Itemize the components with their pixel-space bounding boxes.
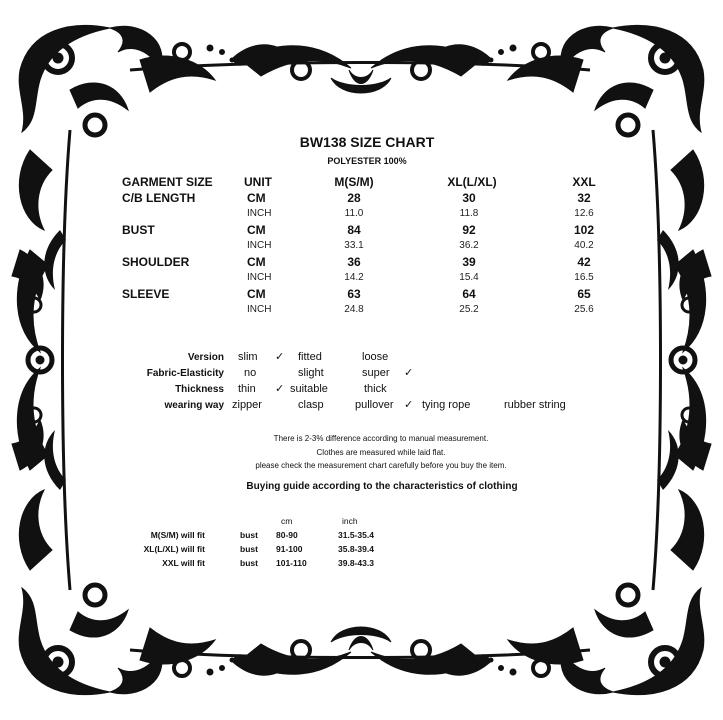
cell-value: 63 (347, 287, 361, 301)
row-name: SLEEVE (122, 287, 170, 301)
guide-inch: 31.5-35.4 (338, 530, 374, 540)
option-thin: thin (238, 383, 256, 395)
cell-value: 42 (577, 255, 591, 269)
cell-value: 36 (347, 255, 361, 269)
cell-value: 12.6 (574, 208, 594, 219)
note-line: please check the measurement chart carefully before you buy the item. (255, 461, 507, 470)
note-line: There is 2-3% difference according to manual measurement. (273, 434, 489, 443)
note-line: Clothes are measured while laid flat. (316, 448, 446, 457)
guide-inch: 35.8-39.4 (338, 544, 374, 554)
row-name: SHOULDER (122, 255, 190, 269)
check-mark-icon: ✓ (275, 383, 285, 395)
cell-value: 30 (462, 191, 476, 205)
cell-value: 32 (577, 191, 591, 205)
cell-value: 24.8 (344, 304, 364, 315)
cell-value: 84 (347, 223, 361, 237)
row-name: BUST (122, 223, 155, 237)
option-tying-rope: tying rope (422, 399, 471, 411)
guide-col-inch: inch (342, 516, 358, 526)
option-thick: thick (364, 383, 387, 395)
guide-size: M(S/M) will fit (150, 530, 205, 540)
unit-inch: INCH (247, 240, 272, 251)
cell-value: 25.2 (459, 304, 479, 315)
elasticity-label: Fabric-Elasticity (146, 368, 224, 379)
cell-value: 65 (577, 287, 591, 301)
option-slim: slim (238, 351, 258, 363)
guide-cm: 101-110 (276, 558, 307, 568)
cell-value: 11.8 (459, 208, 479, 219)
option-clasp: clasp (298, 399, 324, 411)
check-mark-icon: ✓ (275, 351, 285, 363)
cell-value: 11.0 (344, 208, 364, 219)
unit-inch: INCH (247, 208, 272, 219)
guide-cm: 91-100 (276, 544, 303, 554)
guide-part: bust (240, 558, 258, 568)
guide-part: bust (240, 544, 258, 554)
guide-part: bust (240, 530, 258, 540)
option-pullover: pullover (355, 399, 394, 411)
wearing-way-label: wearing way (164, 400, 224, 411)
cell-value: 25.6 (574, 304, 594, 315)
thickness-label: Thickness (175, 384, 224, 395)
option-zipper: zipper (232, 399, 262, 411)
row-name: C/B LENGTH (122, 191, 196, 205)
cell-value: 40.2 (574, 240, 594, 251)
header-size-xxl: XXL (572, 175, 596, 189)
option-no: no (244, 367, 257, 379)
header-garment-size: GARMENT SIZE (122, 175, 213, 189)
option-super: super (362, 367, 390, 379)
cell-value: 39 (462, 255, 476, 269)
guide-cm: 80-90 (276, 530, 298, 540)
check-mark-icon: ✓ (404, 367, 414, 379)
cell-value: 102 (573, 223, 595, 237)
unit-cm: CM (247, 191, 266, 205)
cell-value: 64 (462, 287, 476, 301)
cell-value: 33.1 (344, 240, 364, 251)
option-slight: slight (298, 367, 324, 379)
header-size-m: M(S/M) (334, 175, 374, 189)
option-loose: loose (362, 351, 389, 363)
guide-size: XL(L/XL) will fit (143, 544, 205, 554)
guide-size: XXL will fit (162, 558, 205, 568)
cell-value: 92 (462, 223, 476, 237)
option-fitted: fitted (298, 351, 322, 363)
header-size-xl: XL(L/XL) (447, 175, 497, 189)
version-label: Version (187, 352, 224, 363)
chart-title: BW138 SIZE CHART (299, 134, 435, 150)
material-label: POLYESTER 100% (327, 156, 407, 166)
buying-guide-title: Buying guide according to the characteristics of clothing (246, 481, 518, 492)
option-rubber-string: rubber string (504, 399, 566, 411)
option-suitable: suitable (290, 383, 328, 395)
unit-cm: CM (247, 223, 266, 237)
unit-cm: CM (247, 255, 266, 269)
cell-value: 14.2 (344, 272, 364, 283)
unit-cm: CM (247, 287, 266, 301)
guide-col-cm: cm (281, 516, 293, 526)
cell-value: 16.5 (574, 272, 594, 283)
check-mark-icon: ✓ (404, 399, 414, 411)
cell-value: 28 (347, 191, 361, 205)
unit-inch: INCH (247, 304, 272, 315)
header-unit: UNIT (244, 175, 272, 189)
cell-value: 15.4 (459, 272, 479, 283)
unit-inch: INCH (247, 272, 272, 283)
cell-value: 36.2 (459, 240, 479, 251)
guide-inch: 39.8-43.3 (338, 558, 374, 568)
